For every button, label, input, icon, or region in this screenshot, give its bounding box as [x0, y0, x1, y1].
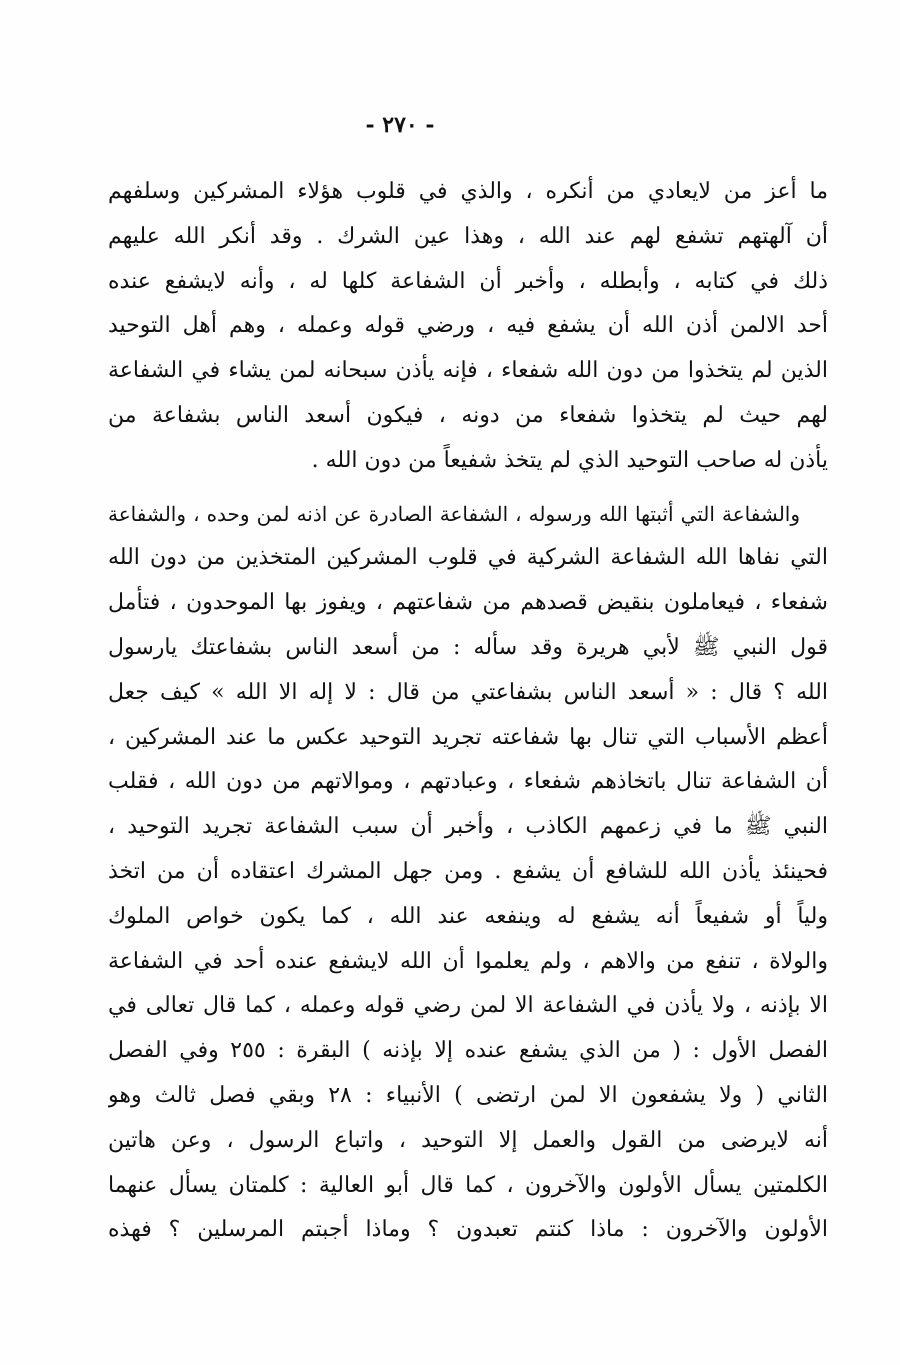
text-line: الا بإذنه ، ولا يأذن في الشفاعة الا لمن رضي قوله وعمله ، كما قال تعالى في — [108, 993, 828, 1019]
text-line: الذين لم يتخذوا من دون الله شفعاء ، فإنه يأذن سبحانه لمن يشاء في الشفاعة — [108, 358, 828, 384]
text-line: النبي ﷺ ما في زعمهم الكاذب ، وأخبر أن سبب الشفاعة تجريد التوحيد ، — [108, 814, 828, 840]
text-line: أن آلهتهم تشفع لهم عند الله ، وهذا عين الشرك . وقد أنكر الله عليهم — [108, 223, 828, 249]
text-line: ولياً أو شفيعاً أنه يشفع له وينفعه عند الله ، كما يكون خواص الملوك — [108, 903, 828, 929]
text-line: قول النبي ﷺ لأبي هريرة وقد سأله : من أسعد الناس بشفاعتك يارسول — [108, 634, 828, 660]
text-line: فحينئذ يأذن الله للشافع أن يشفع . ومن جهل المشرك اعتقاده أن من اتخذ — [108, 858, 828, 884]
text-line: ما أعز من لايعادي من أنكره ، والذي في قلوب هؤلاء المشركين وسلفهم — [108, 179, 828, 204]
text-line: شفعاء ، فيعاملون بنقيض قصدهم من شفاعتهم ، ويفوز بها الموحدون ، فتأمل — [108, 590, 828, 616]
text-line: الله ؟ قال : « أسعد الناس بشفاعتي من قال : لا إله الا الله » كيف جعل — [108, 679, 828, 705]
paragraph-start-line: والشفاعة التي أثبتها الله ورسوله ، الشفاعة الصادرة عن اذنه لمن وحده ، والشفاعة — [108, 501, 800, 526]
text-line: ذلك في كتابه ، وأبطله ، وأخبر أن الشفاعة كلها له ، وأنه لايشفع عنده — [108, 268, 828, 294]
text-line: أعظم الأسباب التي تنال بها شفاعته تجريد التوحيد عكس ما عند المشركين ، — [108, 724, 828, 750]
page-number: - ٢٧٠ - — [365, 112, 435, 138]
text-line: الفصل الأول : ( من الذي يشفع عنده إلا بإذنه ) البقرة : ٢٥٥ وفي الفصل — [108, 1038, 828, 1064]
text-line: أحد الالمن أذن الله أن يشفع فيه ، ورضي قوله وعمله ، وهم أهل التوحيد — [108, 313, 828, 339]
text-line: الثاني ( ولا يشفعون الا لمن ارتضى ) الأنبياء : ٢٨ وبقي فصل ثالث وهو — [108, 1082, 828, 1108]
paragraph-end-line: يأذن له صاحب التوحيد الذي لم يتخذ شفيعاً من دون الله . — [311, 447, 828, 473]
text-line: والولاة ، تنفع من والاهم ، ولم يعلموا أن الله لايشفع عنده أحد في الشفاعة — [108, 948, 828, 974]
text-line: التي نفاها الله الشفاعة الشركية في قلوب المشركين المتخذين من دون الله — [108, 545, 828, 571]
text-line: أن الشفاعة تنال باتخاذهم شفعاء ، وعبادتهم ، وموالاتهم من دون الله ، فقلب — [108, 769, 828, 795]
text-line: لهم حيث لم يتخذوا شفعاء من دونه ، فيكون أسعد الناس بشفاعة من — [108, 402, 828, 428]
paragraph-gap — [108, 484, 828, 492]
text-line: الأولون والآخرون : ماذا كنتم تعبدون ؟ وماذا أجبتم المرسلين ؟ فهذه — [108, 1217, 828, 1243]
text-line: الكلمتين يسأل الأولون والآخرون ، كما قال أبو العالية : كلمتان يسأل عنهما — [108, 1172, 828, 1198]
body-text — [108, 170, 828, 1253]
text-line: أنه لايرضى من القول والعمل إلا التوحيد ، واتباع الرسول ، وعن هاتين — [108, 1127, 828, 1153]
